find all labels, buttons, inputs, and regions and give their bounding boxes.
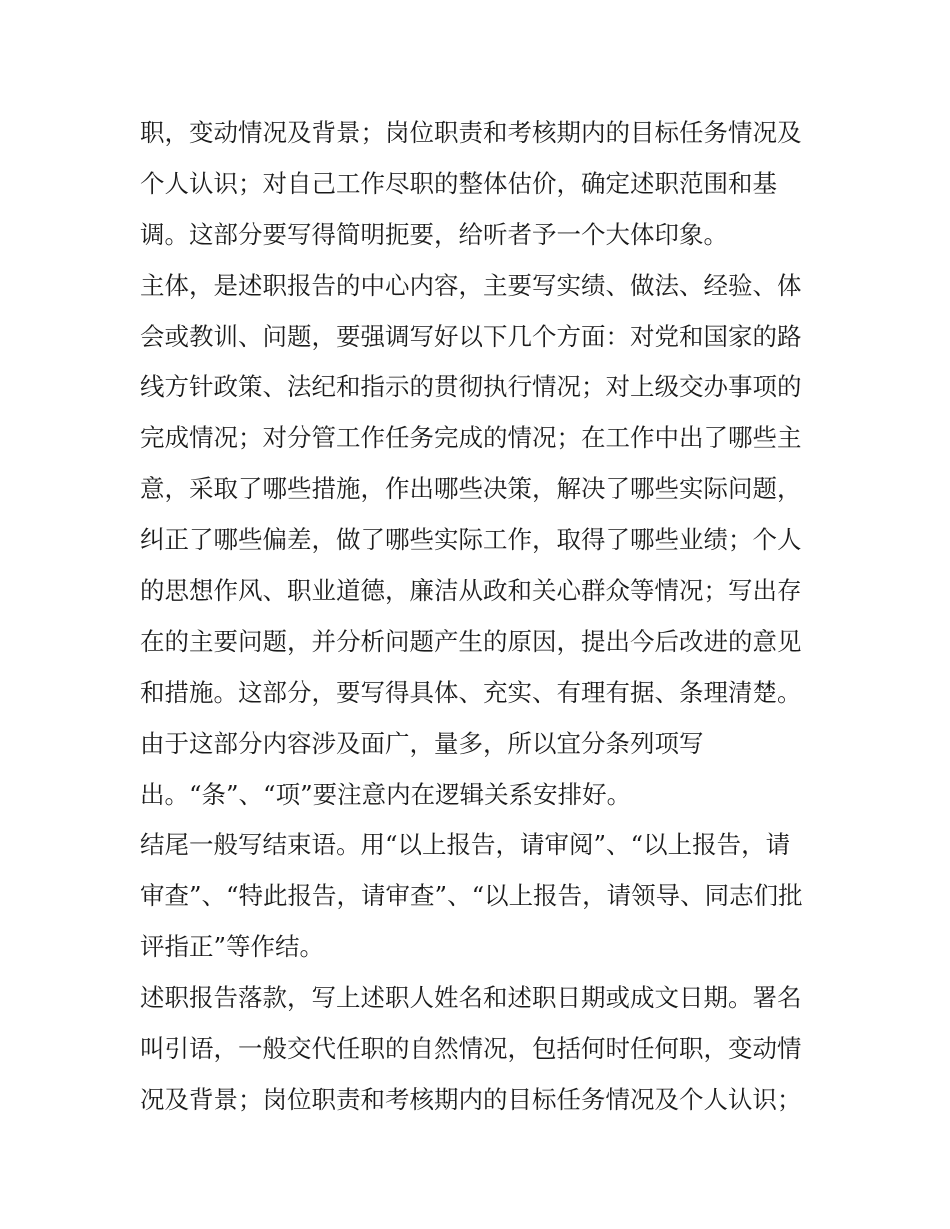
text-line: 个人认识；对自己工作尽职的整体估价，确定述职范围和基 bbox=[140, 168, 777, 198]
text-line: 在的主要问题，并分析问题产生的原因，提出今后改进的意见 bbox=[140, 626, 802, 656]
text-line: 会或教训、问题，要强调写好以下几个方面：对党和国家的路 bbox=[140, 321, 802, 351]
text-line: 意，采取了哪些措施，作出哪些决策，解决了哪些实际问题， bbox=[140, 474, 802, 504]
text-line: 主体，是述职报告的中心内容，主要写实绩、做法、经验、体 bbox=[140, 270, 802, 300]
text-line: 由于这部分内容涉及面广，量多，所以宜分条列项写 bbox=[140, 728, 704, 758]
text-line: 职，变动情况及背景；岗位职责和考核期内的目标任务情况及 bbox=[140, 118, 802, 147]
text-line: 述职报告落款，写上述职人姓名和述职日期或成文日期。署名 bbox=[140, 983, 802, 1013]
text-line: 评指正”等作结。 bbox=[140, 932, 325, 962]
text-line: 的思想作风、职业道德，廉洁从政和关心群众等情况；写出存 bbox=[140, 576, 802, 606]
text-line: 调。这部分要写得简明扼要，给听者予一个大体印象。 bbox=[140, 219, 728, 249]
text-line: 出。“条”、“项”要注意内在逻辑关系安排好。 bbox=[140, 779, 632, 809]
text-line: 纠正了哪些偏差，做了哪些实际工作，取得了哪些业绩；个人 bbox=[140, 525, 802, 555]
text-line: 叫引语，一般交代任职的自然情况，包括何时任何职，变动情 bbox=[140, 1034, 802, 1064]
text-line: 结尾一般写结束语。用“以上报告，请审阅”、“以上报告，请 bbox=[140, 830, 791, 860]
text-line: 和措施。这部分，要写得具体、充实、有理有据、条理清楚。 bbox=[140, 677, 802, 707]
text-line: 完成情况；对分管工作任务完成的情况；在工作中出了哪些主 bbox=[140, 423, 802, 453]
text-line: 线方针政策、法纪和指示的贯彻执行情况；对上级交办事项的 bbox=[140, 372, 802, 402]
body-text bbox=[140, 108, 830, 1126]
text-line: 况及背景；岗位职责和考核期内的目标任务情况及个人认识； bbox=[140, 1084, 802, 1114]
text-line: 审查”、“特此报告，请审查”、“以上报告，请领导、同志们批 bbox=[140, 881, 803, 911]
